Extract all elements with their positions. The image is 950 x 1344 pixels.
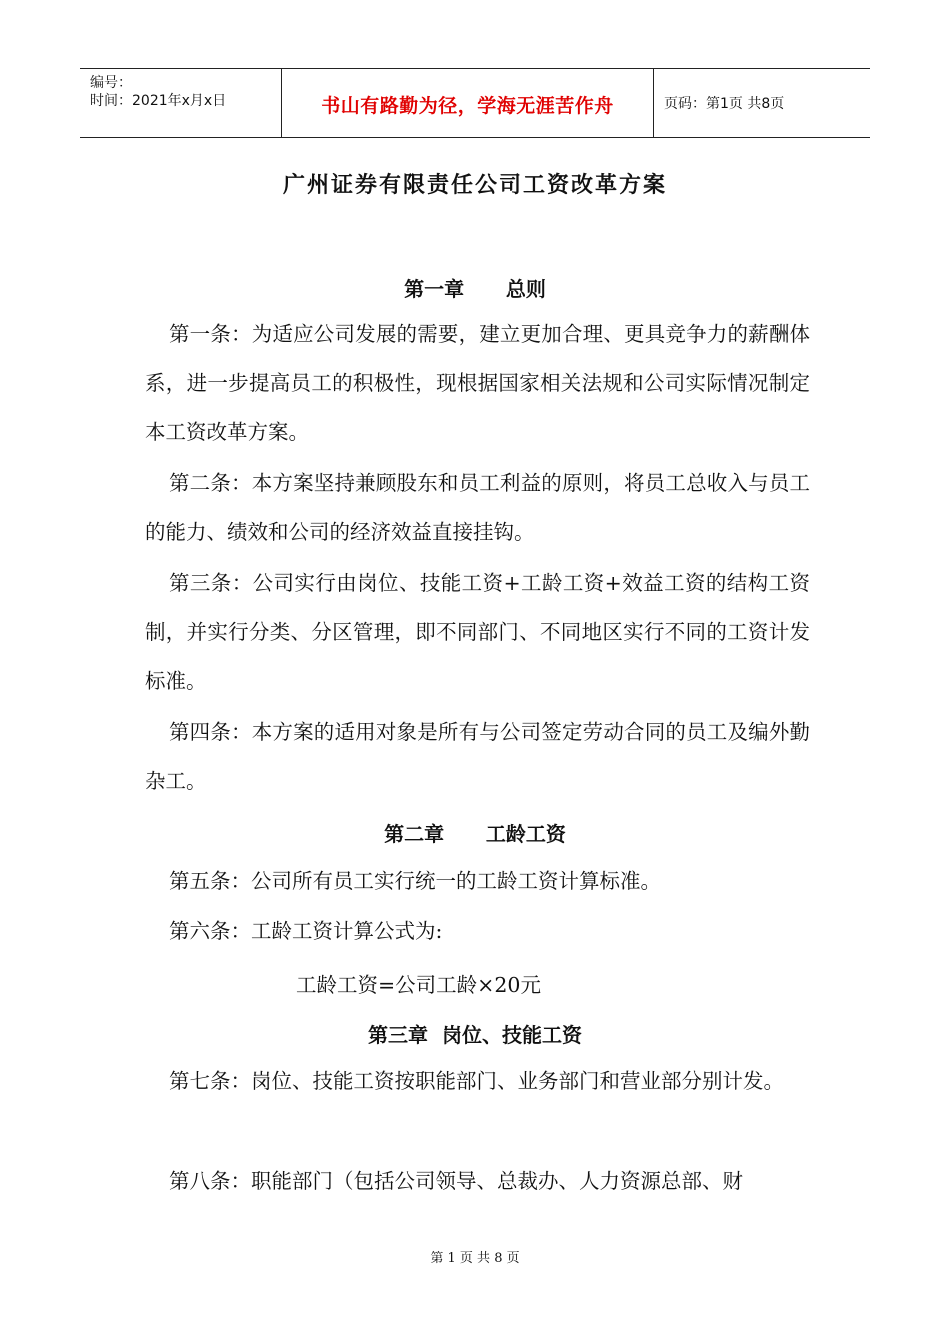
header-page-info: 页码：第1页 共8页 [664,96,785,112]
article-5: 第五条：公司所有员工实行统一的工龄工资计算标准。 [169,869,661,893]
article-1: 第一条：为适应公司发展的需要，建立更加合理、更具竞争力的薪酬体系，进一步提高员工的积极性，现根据国家相关法规和公司实际情况制定本工资改革方案。 [145,322,810,444]
article-8: 第八条：职能部门（包括公司领导、总裁办、人力资源总部、财 [169,1169,743,1193]
chapter-2-heading: 第二章 工龄工资 [384,822,566,846]
seniority-wage-formula: 工龄工资=公司工龄×20元 [296,973,541,997]
article-4: 第四条：本方案的适用对象是所有与公司签定劳动合同的员工及编外勤杂工。 [145,720,810,793]
chapter-1-heading: 第一章 总则 [404,277,546,301]
document-title: 广州证券有限责任公司工资改革方案 [282,172,667,198]
article-3: 第三条：公司实行由岗位、技能工资+工龄工资+效益工资的结构工资制，并实行分类、分区管理，即不同部门、不同地区实行不同的工资计发标准。 [145,571,810,693]
page-footer: 第 1 页 共 8 页 [430,1251,520,1266]
article-7: 第七条：岗位、技能工资按职能部门、业务部门和营业部分别计发。 [169,1069,784,1093]
article-2: 第二条：本方案坚持兼顾股东和员工利益的原则，将员工总收入与员工的能力、绩效和公司的经济效益直接挂钩。 [145,471,810,544]
header-middle-cell [281,69,654,137]
header-left-cell [80,69,280,137]
header-right-cell [654,69,870,137]
chapter-3-heading: 第三章 岗位、技能工资 [368,1023,582,1047]
header-motto: 书山有路勤为径，学海无涯苦作舟 [321,95,614,117]
article-6: 第六条：工龄工资计算公式为: [169,919,443,943]
document-header-table [80,68,870,138]
document-number-label: 编号： [90,75,132,91]
document-date-label: 时间：2021年x月x日 [90,93,227,109]
